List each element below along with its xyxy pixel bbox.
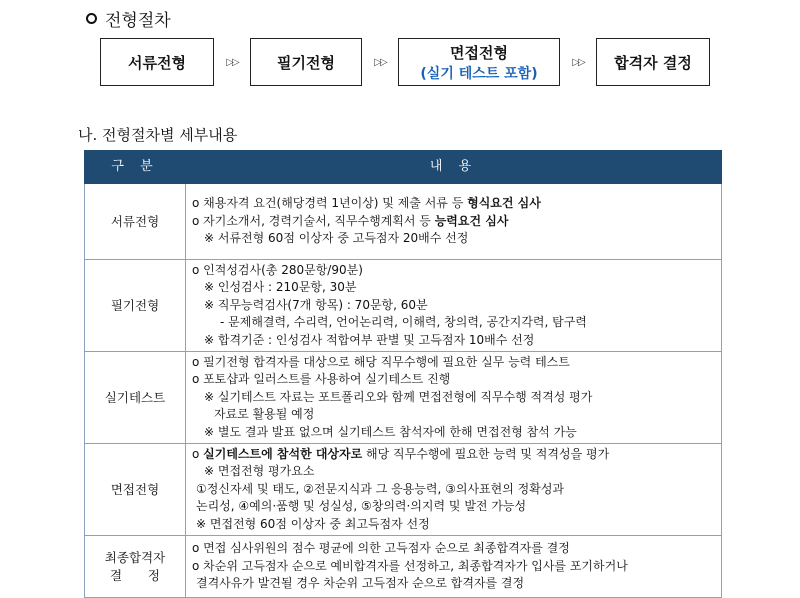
subsection-title: 나. 전형절차별 세부내용	[78, 126, 238, 144]
category-label: 서류전형	[110, 213, 160, 229]
category-label-line2: 결 정	[110, 567, 160, 583]
content-line: ※ 합격기준 : 인성검사 적합여부 판별 및 고득점자 10배수 선정	[204, 332, 535, 347]
row-content	[186, 184, 722, 260]
flow-step-final	[596, 38, 710, 86]
content-line: - 문제해결력, 수리력, 언어논리력, 이해력, 창의력, 공간지각력, 탐구력	[220, 315, 587, 330]
emphasis-text: 능력요건 심사	[434, 213, 509, 228]
content-line: o 차순위 고득점자 순으로 예비합격자를 선정하고, 최종합격자가 입사를 포기하거나	[192, 558, 628, 573]
row-content	[186, 260, 722, 352]
section-heading	[86, 6, 171, 31]
row-category	[85, 536, 186, 598]
content-line: o 인적성검사(총 280문항/90분)	[192, 262, 363, 277]
flow-step-written	[250, 38, 362, 86]
process-flow	[100, 38, 710, 86]
category-label: 최종합격자	[104, 550, 166, 565]
row-category	[85, 184, 186, 260]
flow-step-sublabel: (실기 테스트 포함)	[420, 65, 538, 82]
content-line: 논리성, ④예의·품행 및 성실성, ⑤창의력·의지력 및 발전 가능성	[196, 499, 527, 514]
content-line: o 포토샵과 일러스트를 사용하여 실기테스트 진행	[192, 372, 451, 387]
double-arrow-icon: ▷▷	[374, 56, 386, 68]
emphasis-text: 형식요건 심사	[467, 196, 541, 211]
detail-table	[84, 150, 722, 598]
content-line: o 실기테스트에 참석한 대상자로 해당 직무수행에 필요한 능력 및 적격성을 평가	[192, 446, 610, 461]
emphasis-text: 실기테스트에 참석한 대상자로	[203, 446, 363, 461]
row-content	[186, 444, 722, 536]
category-label: 필기전형	[110, 297, 160, 313]
content-line: ※ 별도 결과 발표 없으며 실기테스트 참석자에 한해 면접전형 참석 가능	[204, 424, 577, 439]
content-line: ※ 실기테스트 자료는 포트폴리오와 함께 면접전형에 직무수행 적격성 평가	[204, 389, 593, 404]
content-line: ※ 인성검사 : 210문항, 30분	[204, 280, 357, 295]
row-category	[85, 260, 186, 352]
flow-step-document	[100, 38, 214, 86]
column-header-category: 구 분	[85, 151, 186, 184]
section-title: 전형절차	[105, 11, 171, 31]
content-line: ※ 서류전형 60점 이상자 중 고득점자 20배수 선정	[204, 231, 469, 246]
flow-step-label: 합격자 결정	[614, 53, 692, 72]
content-line: ※ 면접전형 60점 이상자 중 최고득점자 선정	[196, 516, 430, 531]
column-header-content: 내 용	[186, 151, 722, 184]
content-line: o 자기소개서, 경력기술서, 직무수행계획서 등 능력요건 심사	[192, 213, 509, 228]
content-line: 결격사유가 발견될 경우 차순위 고득점자 순으로 합격자를 결정	[196, 576, 525, 591]
content-line: o 면접 심사위원의 점수 평균에 의한 고득점자 순으로 최종합격자를 결정	[192, 541, 570, 556]
content-line: ①정신자세 및 태도, ②전문지식과 그 응용능력, ③의사표현의 정확성과	[196, 481, 564, 496]
content-line: ※ 면접전형 평가요소	[204, 464, 315, 479]
circle-bullet-icon	[86, 13, 97, 24]
flow-step-label: 면접전형	[450, 43, 508, 62]
row-category	[85, 352, 186, 444]
content-line: o 채용자격 요건(해당경력 1년이상) 및 제출 서류 등 형식요건 심사	[192, 196, 541, 211]
table-row	[85, 444, 722, 536]
content-line: ※ 직무능력검사(7개 항목) : 70문항, 60분	[204, 297, 428, 312]
flow-step-interview	[398, 38, 560, 86]
table-row	[85, 536, 722, 598]
flow-step-label: 필기전형	[277, 53, 335, 72]
table-row	[85, 184, 722, 260]
double-arrow-icon: ▷▷	[572, 56, 584, 68]
table-header-row	[85, 151, 722, 184]
content-line: o 필기전형 합격자를 대상으로 해당 직무수행에 필요한 실무 능력 테스트	[192, 354, 570, 369]
table-row	[85, 352, 722, 444]
double-arrow-icon: ▷▷	[226, 56, 238, 68]
flow-step-label: 서류전형	[128, 53, 186, 72]
row-content	[186, 352, 722, 444]
row-category	[85, 444, 186, 536]
content-line: 자료로 활용될 예정	[214, 407, 315, 422]
row-content	[186, 536, 722, 598]
category-label: 실기테스트	[104, 389, 166, 405]
category-label: 면접전형	[110, 481, 160, 497]
table-row	[85, 260, 722, 352]
